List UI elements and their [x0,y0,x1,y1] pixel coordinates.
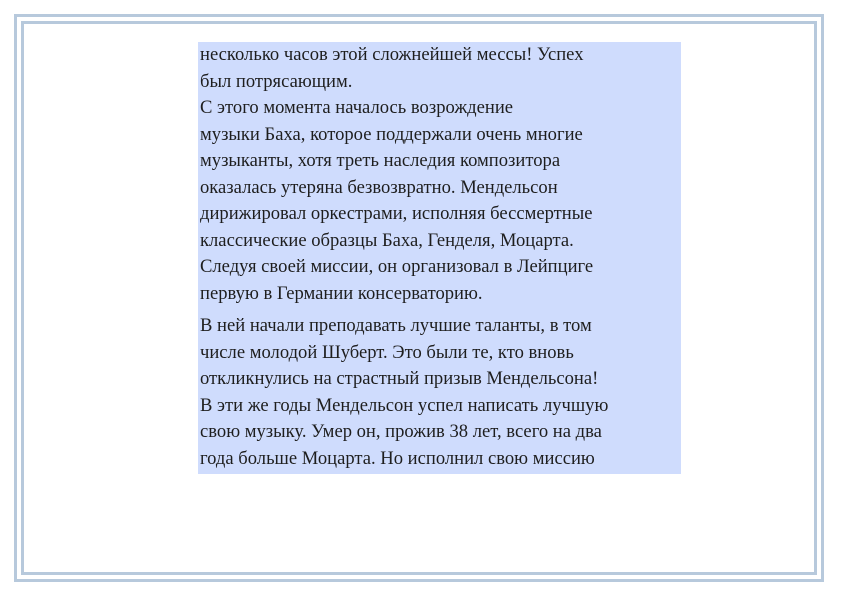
text-line: музыканты, хотя треть наследия композитора [200,150,561,171]
text-line: года больше Моцарта. Но исполнил свою миссию [200,447,595,469]
text-line: откликнулись на страстный призыв Мендельсона! [200,368,599,389]
paragraph-1 [200,42,681,307]
text-line: классические образцы Баха, Генделя, Моцарта. [200,229,574,251]
paragraph-2 [200,313,681,472]
text-line: В эти же годы Мендельсон успел написать лучшую [200,394,609,416]
text-box[interactable] [198,42,681,474]
text-line: несколько часов этой сложнейшей мессы! Успех [200,44,584,65]
text-line: свою музыку. Умер он, прожив 38 лет, всего на два [200,421,602,442]
text-line: Следуя своей миссии, он организовал в Лейпциге [200,256,594,277]
text-line: дирижировал оркестрами, исполняя бессмертные [200,203,593,224]
text-line: музыки Баха, которое поддержали очень многие [200,123,583,145]
text-line: С этого момента началось возрождение [200,97,514,118]
text-line: В ней начали преподавать лучшие таланты, в том [200,315,592,336]
text-line: числе молодой Шуберт. Это были те, кто вновь [200,341,574,363]
text-line: был потрясающим. [200,70,353,92]
text-line: первую в Германии консерваторию. [200,282,483,304]
text-line: оказалась утеряна безвозвратно. Мендельсон [200,176,558,198]
